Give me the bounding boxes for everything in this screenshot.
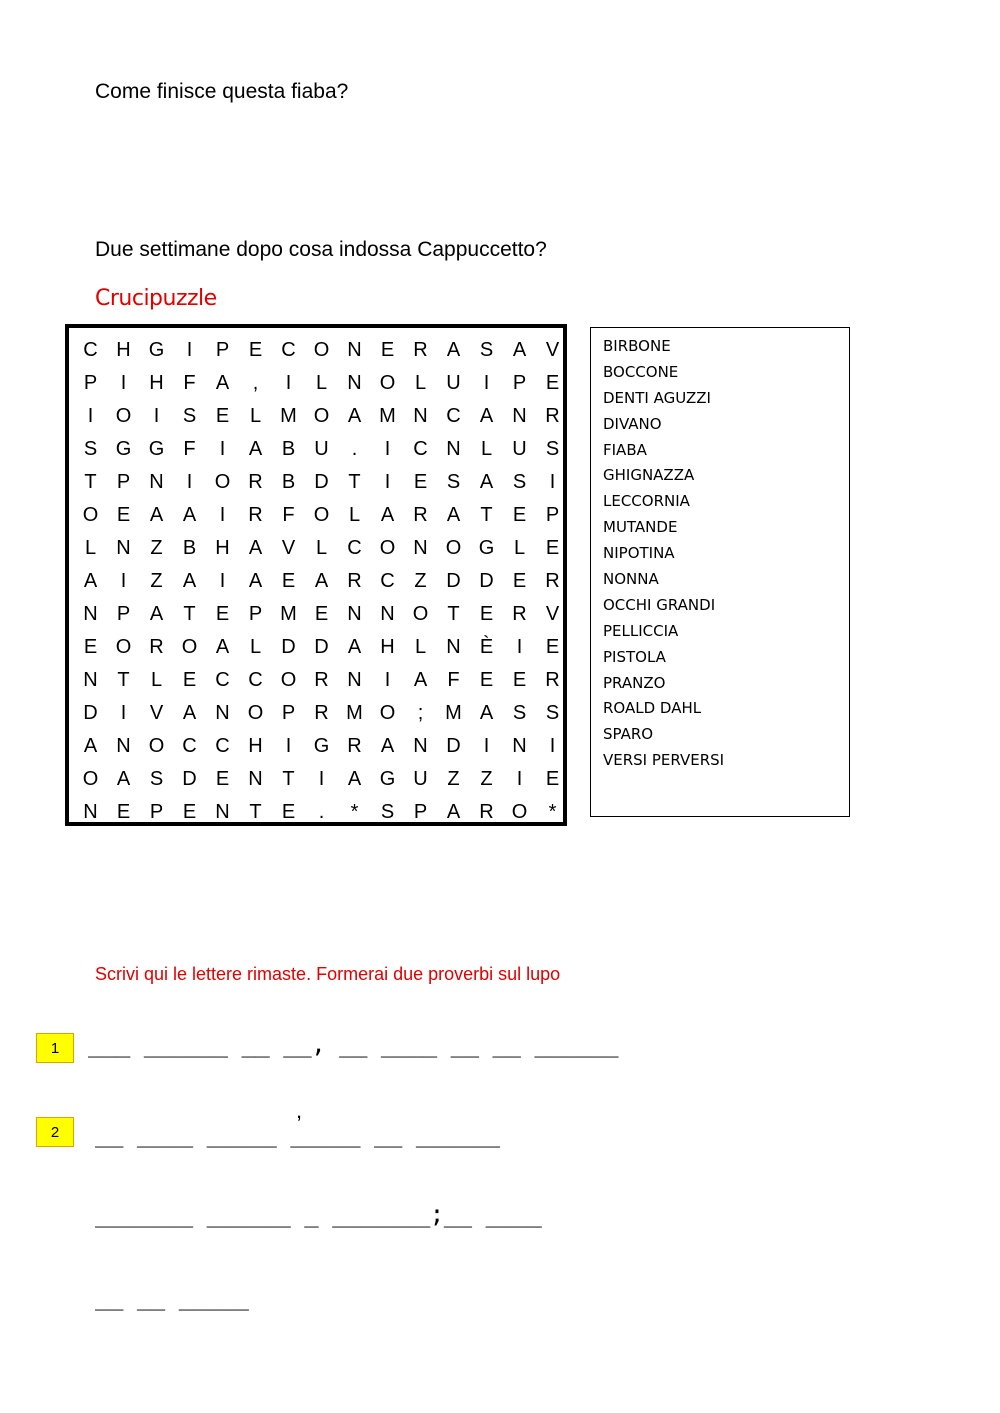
- grid-cell[interactable]: T: [348, 471, 361, 493]
- proverb-2-blanks-line-1[interactable]: __ ____ _____ _____ __ ______: [95, 1120, 500, 1148]
- grid-cell[interactable]: I: [120, 372, 127, 394]
- grid-cell[interactable]: N: [446, 438, 461, 460]
- grid-cell[interactable]: M: [280, 603, 297, 625]
- grid-cell[interactable]: M: [346, 702, 363, 724]
- grid-cell[interactable]: E: [182, 669, 197, 691]
- grid-cell[interactable]: C: [182, 735, 197, 757]
- grid-cell[interactable]: D: [446, 570, 461, 592]
- grid-cell[interactable]: S: [545, 702, 560, 724]
- grid-cell[interactable]: N: [215, 801, 230, 823]
- grid-cell[interactable]: A: [116, 768, 131, 790]
- grid-cell[interactable]: D: [479, 570, 494, 592]
- grid-cell[interactable]: I: [87, 405, 94, 427]
- grid-cell[interactable]: T: [84, 471, 97, 493]
- grid-cell[interactable]: F: [183, 372, 196, 394]
- grid-cell[interactable]: O: [247, 702, 264, 724]
- grid-cell[interactable]: V: [545, 603, 560, 625]
- grid-cell[interactable]: R: [545, 669, 560, 691]
- proverb-2-blanks-line-2[interactable]: _______ ______ _ _______;__ ____: [95, 1200, 542, 1228]
- grid-cell[interactable]: E: [380, 339, 395, 361]
- grid-cell[interactable]: V: [545, 339, 560, 361]
- grid-cell[interactable]: G: [478, 537, 495, 559]
- grid-row: [69, 532, 563, 565]
- grid-cell[interactable]: D: [446, 735, 461, 757]
- word-list-item: BIRBONE: [603, 337, 671, 355]
- grid-cell[interactable]: E: [512, 504, 527, 526]
- word-search-grid: [65, 324, 567, 826]
- grid-cell[interactable]: E: [248, 339, 263, 361]
- word-list-item: DIVANO: [603, 414, 662, 433]
- grid-cell[interactable]: Z: [480, 768, 493, 790]
- grid-cell[interactable]: V: [281, 537, 296, 559]
- grid-cell[interactable]: A: [248, 438, 263, 460]
- grid-cell[interactable]: U: [512, 438, 527, 460]
- grid-cell[interactable]: *: [350, 801, 359, 823]
- grid-cell[interactable]: I: [549, 735, 556, 757]
- grid-cell[interactable]: O: [148, 735, 165, 757]
- grid-cell[interactable]: B: [281, 438, 296, 460]
- proverb-2-blanks-line-3[interactable]: __ __ _____: [95, 1283, 249, 1311]
- grid-cell[interactable]: T: [183, 603, 196, 625]
- word-list-item: GHIGNAZZA: [603, 466, 695, 485]
- grid-cell[interactable]: T: [282, 768, 295, 790]
- grid-cell[interactable]: O: [379, 702, 396, 724]
- grid-row: [69, 499, 563, 532]
- grid-cell[interactable]: ,: [252, 372, 259, 394]
- grid-cell[interactable]: Z: [150, 570, 163, 592]
- grid-cell[interactable]: *: [548, 801, 557, 823]
- grid-cell[interactable]: I: [384, 669, 391, 691]
- grid-cell[interactable]: L: [513, 537, 526, 559]
- grid-cell[interactable]: Z: [150, 537, 163, 559]
- grid-cell[interactable]: R: [413, 504, 428, 526]
- grid-cell[interactable]: F: [282, 504, 295, 526]
- grid-cell[interactable]: P: [413, 801, 428, 823]
- grid-cell[interactable]: B: [281, 471, 296, 493]
- word-list-item: MUTANDE: [603, 518, 678, 537]
- grid-row: [69, 730, 563, 763]
- grid-cell[interactable]: D: [83, 702, 98, 724]
- word-list-item: DENTI AGUZZI: [603, 388, 711, 407]
- grid-row: [69, 664, 563, 697]
- grid-cell[interactable]: E: [545, 537, 560, 559]
- grid-cell[interactable]: H: [248, 735, 263, 757]
- grid-cell[interactable]: R: [413, 339, 428, 361]
- grid-cell[interactable]: I: [285, 372, 292, 394]
- grid-cell[interactable]: T: [117, 669, 130, 691]
- comma-mark: ,: [296, 1098, 303, 1123]
- grid-cell[interactable]: O: [379, 372, 396, 394]
- grid-cell[interactable]: N: [83, 603, 98, 625]
- grid-cell[interactable]: Z: [447, 768, 460, 790]
- grid-cell[interactable]: L: [249, 636, 262, 658]
- grid-cell[interactable]: O: [82, 768, 99, 790]
- grid-cell[interactable]: L: [249, 405, 262, 427]
- grid-cell[interactable]: I: [549, 471, 556, 493]
- grid-cell[interactable]: P: [149, 801, 164, 823]
- grid-cell[interactable]: I: [483, 372, 490, 394]
- grid-cell[interactable]: N: [83, 801, 98, 823]
- grid-cell[interactable]: O: [412, 603, 429, 625]
- grid-cell[interactable]: N: [215, 702, 230, 724]
- grid-cell[interactable]: E: [116, 504, 131, 526]
- grid-cell[interactable]: R: [479, 801, 494, 823]
- grid-cell[interactable]: C: [281, 339, 296, 361]
- grid-cell[interactable]: S: [83, 438, 98, 460]
- grid-cell[interactable]: E: [215, 603, 230, 625]
- word-list-item: NIPOTINA: [603, 544, 675, 563]
- word-list-item: SPARO: [603, 725, 654, 744]
- grid-cell[interactable]: I: [219, 504, 226, 526]
- grid-cell[interactable]: A: [479, 405, 494, 427]
- word-list-item: LECCORNIA: [603, 492, 690, 511]
- word-list-item: PISTOLA: [603, 647, 666, 666]
- grid-cell[interactable]: E: [83, 636, 98, 658]
- grid-cell[interactable]: G: [115, 438, 132, 460]
- grid-cell[interactable]: P: [116, 603, 131, 625]
- grid-cell[interactable]: P: [83, 372, 98, 394]
- grid-cell[interactable]: P: [248, 603, 263, 625]
- grid-cell[interactable]: N: [413, 405, 428, 427]
- grid-cell[interactable]: Z: [414, 570, 427, 592]
- grid-cell[interactable]: A: [479, 471, 494, 493]
- grid-cell[interactable]: A: [182, 504, 197, 526]
- grid-cell[interactable]: R: [248, 504, 263, 526]
- grid-cell[interactable]: E: [545, 636, 560, 658]
- grid-cell[interactable]: E: [215, 405, 230, 427]
- grid-cell[interactable]: D: [314, 636, 329, 658]
- grid-cell[interactable]: E: [545, 372, 560, 394]
- instruction-text: Scrivi qui le lettere rimaste. Formerai due proverbi sul lupo: [95, 964, 561, 984]
- grid-cell[interactable]: .: [351, 438, 358, 460]
- grid-cell[interactable]: E: [413, 471, 428, 493]
- grid-cell[interactable]: N: [149, 471, 164, 493]
- grid-cell[interactable]: A: [479, 702, 494, 724]
- grid-cell[interactable]: I: [516, 768, 523, 790]
- word-list-item: PELLICCIA: [603, 621, 679, 640]
- grid-cell[interactable]: C: [380, 570, 395, 592]
- grid-row: [69, 367, 563, 400]
- grid-cell[interactable]: N: [347, 339, 362, 361]
- grid-cell[interactable]: D: [182, 768, 197, 790]
- grid-cell[interactable]: C: [347, 537, 362, 559]
- grid-cell[interactable]: R: [347, 570, 362, 592]
- word-list-item: OCCHI GRANDI: [603, 595, 716, 614]
- grid-cell[interactable]: C: [413, 438, 428, 460]
- grid-cell[interactable]: I: [516, 636, 523, 658]
- grid-cell[interactable]: C: [446, 405, 461, 427]
- proverb-number-badge-2: 2: [36, 1117, 74, 1147]
- grid-row: [69, 763, 563, 796]
- proverb-1-blanks[interactable]: ___ ______ __ __, __ ____ __ __ ______: [88, 1030, 619, 1058]
- grid-cell[interactable]: O: [313, 339, 330, 361]
- grid-cell[interactable]: L: [414, 372, 427, 394]
- grid-cell[interactable]: A: [347, 636, 362, 658]
- grid-cell[interactable]: T: [249, 801, 262, 823]
- grid-cell[interactable]: ;: [417, 702, 424, 724]
- grid-cell[interactable]: O: [313, 504, 330, 526]
- grid-cell[interactable]: S: [479, 339, 494, 361]
- grid-cell[interactable]: G: [148, 438, 165, 460]
- grid-cell[interactable]: .: [318, 801, 325, 823]
- grid-cell[interactable]: O: [115, 405, 132, 427]
- grid-cell[interactable]: N: [512, 735, 527, 757]
- grid-cell[interactable]: N: [347, 372, 362, 394]
- grid-cell[interactable]: P: [281, 702, 296, 724]
- grid-cell[interactable]: N: [380, 603, 395, 625]
- grid-cell[interactable]: T: [480, 504, 493, 526]
- grid-cell[interactable]: H: [215, 537, 230, 559]
- puzzle-title: Crucipuzzle: [95, 286, 217, 311]
- grid-row: [69, 334, 563, 367]
- grid-cell[interactable]: G: [148, 339, 165, 361]
- grid-cell[interactable]: L: [414, 636, 427, 658]
- grid-cell[interactable]: U: [413, 768, 428, 790]
- grid-cell[interactable]: A: [149, 504, 164, 526]
- grid-cell[interactable]: L: [84, 537, 97, 559]
- grid-cell[interactable]: A: [248, 537, 263, 559]
- grid-cell[interactable]: H: [380, 636, 395, 658]
- grid-cell[interactable]: A: [83, 735, 98, 757]
- grid-cell[interactable]: I: [186, 339, 193, 361]
- grid-cell[interactable]: R: [545, 405, 560, 427]
- grid-cell[interactable]: I: [153, 405, 160, 427]
- grid-cell[interactable]: I: [219, 438, 226, 460]
- grid-cell[interactable]: C: [215, 735, 230, 757]
- grid-cell[interactable]: I: [219, 570, 226, 592]
- grid-cell[interactable]: A: [83, 570, 98, 592]
- grid-cell[interactable]: N: [512, 405, 527, 427]
- grid-cell[interactable]: E: [512, 669, 527, 691]
- grid-cell[interactable]: E: [281, 801, 296, 823]
- grid-cell[interactable]: I: [120, 570, 127, 592]
- grid-row: [69, 631, 563, 664]
- grid-cell[interactable]: A: [413, 669, 428, 691]
- grid-cell[interactable]: N: [83, 669, 98, 691]
- grid-cell[interactable]: N: [347, 669, 362, 691]
- grid-cell[interactable]: O: [181, 636, 198, 658]
- grid-cell[interactable]: I: [318, 768, 325, 790]
- grid-cell[interactable]: M: [280, 405, 297, 427]
- grid-cell[interactable]: R: [512, 603, 527, 625]
- grid-cell[interactable]: C: [248, 669, 263, 691]
- grid-cell[interactable]: N: [116, 735, 131, 757]
- grid-cell[interactable]: A: [347, 768, 362, 790]
- grid-cell[interactable]: A: [380, 504, 395, 526]
- grid-cell[interactable]: I: [186, 471, 193, 493]
- grid-row: [69, 598, 563, 631]
- grid-cell[interactable]: E: [512, 570, 527, 592]
- word-list-item: VERSI PERVERSI: [603, 751, 725, 770]
- grid-cell[interactable]: A: [182, 702, 197, 724]
- grid-cell[interactable]: I: [483, 735, 490, 757]
- grid-cell[interactable]: H: [149, 372, 164, 394]
- grid-cell[interactable]: D: [281, 636, 296, 658]
- grid-cell[interactable]: S: [446, 471, 461, 493]
- word-list: [590, 327, 850, 817]
- grid-cell[interactable]: R: [149, 636, 164, 658]
- grid-cell[interactable]: E: [215, 768, 230, 790]
- grid-cell[interactable]: L: [480, 438, 493, 460]
- grid-cell[interactable]: N: [116, 537, 131, 559]
- grid-cell[interactable]: A: [446, 339, 461, 361]
- grid-cell[interactable]: G: [379, 768, 396, 790]
- grid-cell[interactable]: O: [313, 405, 330, 427]
- word-list-item: NONNA: [603, 570, 659, 589]
- question-clothing: Due settimane dopo cosa indossa Cappuccetto?: [95, 238, 547, 261]
- grid-row: [69, 466, 563, 499]
- grid-cell[interactable]: R: [347, 735, 362, 757]
- grid-cell[interactable]: L: [348, 504, 361, 526]
- grid-cell[interactable]: L: [315, 372, 328, 394]
- grid-cell[interactable]: O: [82, 504, 99, 526]
- grid-cell[interactable]: A: [215, 372, 230, 394]
- grid-cell[interactable]: T: [447, 603, 460, 625]
- grid-cell[interactable]: N: [413, 537, 428, 559]
- grid-cell[interactable]: N: [248, 768, 263, 790]
- grid-cell[interactable]: O: [379, 537, 396, 559]
- grid-cell[interactable]: D: [314, 471, 329, 493]
- grid-cell[interactable]: P: [512, 372, 527, 394]
- grid-cell[interactable]: È: [479, 636, 494, 658]
- grid-cell[interactable]: A: [215, 636, 230, 658]
- grid-cell[interactable]: E: [479, 669, 494, 691]
- grid-row: [69, 400, 563, 433]
- grid-cell[interactable]: B: [182, 537, 197, 559]
- grid-cell[interactable]: E: [545, 768, 560, 790]
- grid-cell[interactable]: A: [347, 405, 362, 427]
- grid-cell[interactable]: P: [545, 504, 560, 526]
- grid-cell[interactable]: N: [347, 603, 362, 625]
- grid-cell[interactable]: A: [512, 339, 527, 361]
- grid-cell[interactable]: F: [447, 669, 460, 691]
- grid-row: [69, 433, 563, 466]
- proverb-number-badge-1: 1: [36, 1033, 74, 1063]
- word-list-item: FIABA: [603, 440, 647, 459]
- grid-cell[interactable]: S: [182, 405, 197, 427]
- grid-cell[interactable]: A: [380, 735, 395, 757]
- grid-cell[interactable]: N: [413, 735, 428, 757]
- grid-cell[interactable]: N: [446, 636, 461, 658]
- grid-cell[interactable]: O: [511, 801, 528, 823]
- grid-cell[interactable]: I: [384, 438, 391, 460]
- grid-cell[interactable]: E: [116, 801, 131, 823]
- word-list-item: PRANZO: [603, 673, 666, 692]
- grid-cell[interactable]: F: [183, 438, 196, 460]
- word-list-item: BOCCONE: [603, 362, 679, 381]
- grid-cell[interactable]: U: [446, 372, 461, 394]
- grid-cell[interactable]: H: [116, 339, 131, 361]
- grid-cell[interactable]: S: [545, 438, 560, 460]
- grid-cell[interactable]: I: [384, 471, 391, 493]
- grid-cell[interactable]: C: [215, 669, 230, 691]
- grid-cell[interactable]: O: [115, 636, 132, 658]
- grid-cell[interactable]: O: [214, 471, 231, 493]
- grid-cell[interactable]: V: [149, 702, 164, 724]
- grid-cell[interactable]: R: [248, 471, 263, 493]
- grid-cell[interactable]: R: [314, 669, 329, 691]
- word-list-item: ROALD DAHL: [603, 699, 702, 718]
- grid-cell[interactable]: S: [149, 768, 164, 790]
- grid-cell[interactable]: U: [314, 438, 329, 460]
- grid-row: [69, 796, 563, 829]
- grid-cell[interactable]: R: [545, 570, 560, 592]
- grid-cell[interactable]: A: [446, 504, 461, 526]
- grid-cell[interactable]: A: [149, 603, 164, 625]
- grid-cell[interactable]: A: [314, 570, 329, 592]
- grid-cell[interactable]: L: [315, 537, 328, 559]
- grid-cell[interactable]: I: [285, 735, 292, 757]
- grid-cell[interactable]: I: [120, 702, 127, 724]
- grid-cell[interactable]: P: [116, 471, 131, 493]
- grid-cell[interactable]: A: [446, 801, 461, 823]
- grid-cell[interactable]: M: [379, 405, 396, 427]
- grid-row: [69, 565, 563, 598]
- grid-cell[interactable]: S: [380, 801, 395, 823]
- grid-cell[interactable]: S: [512, 702, 527, 724]
- grid-cell[interactable]: G: [313, 735, 330, 757]
- grid-cell[interactable]: A: [248, 570, 263, 592]
- grid-cell[interactable]: O: [445, 537, 462, 559]
- question-ending: Come finisce questa fiaba?: [95, 80, 349, 103]
- grid-cell[interactable]: R: [314, 702, 329, 724]
- grid-cell[interactable]: E: [281, 570, 296, 592]
- grid-cell[interactable]: L: [150, 669, 163, 691]
- grid-cell[interactable]: P: [215, 339, 230, 361]
- grid-row: [69, 697, 563, 730]
- grid-cell[interactable]: E: [314, 603, 329, 625]
- grid-cell[interactable]: O: [280, 669, 297, 691]
- grid-cell[interactable]: S: [512, 471, 527, 493]
- grid-cell[interactable]: E: [479, 603, 494, 625]
- grid-cell[interactable]: C: [83, 339, 98, 361]
- grid-cell[interactable]: M: [445, 702, 462, 724]
- grid-cell[interactable]: A: [182, 570, 197, 592]
- grid-cell[interactable]: E: [182, 801, 197, 823]
